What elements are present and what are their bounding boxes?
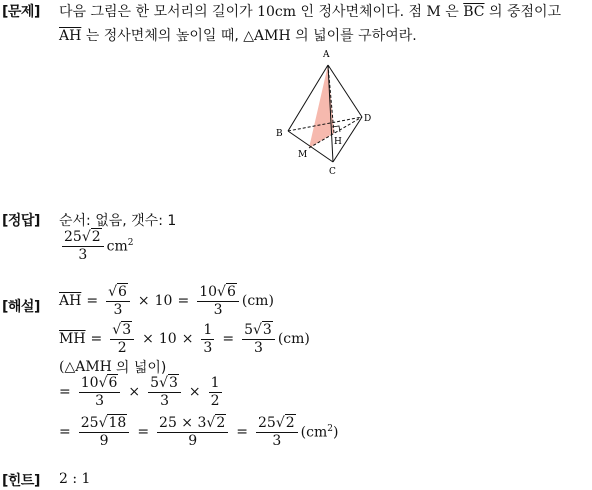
- problem-text: 다음 그림은 한 모서리의 길이가: [59, 4, 253, 20]
- solution-line-2: [59, 323, 310, 355]
- solution-line-1: [59, 285, 274, 317]
- answer-label: [정답]: [2, 213, 40, 229]
- times: ×: [137, 293, 150, 310]
- open-paren: (: [59, 359, 65, 375]
- edge-length: 10cm: [257, 4, 297, 20]
- frac: $\frac{√3}{2}$: [110, 323, 134, 355]
- frac: $\frac{5√3}{3}$: [242, 323, 275, 355]
- problem-line-2: [59, 25, 417, 45]
- frac: [209, 376, 222, 408]
- vertex-d-label: D: [364, 114, 372, 124]
- solution-line-5: [59, 416, 338, 448]
- problem-text: 인 정사면체이다. 점: [300, 4, 423, 20]
- unit: (cm): [241, 293, 274, 310]
- den: 3: [95, 392, 105, 409]
- unit: cm: [106, 238, 128, 255]
- den: 3: [213, 301, 223, 318]
- den: 9: [99, 432, 109, 449]
- edge-ad: [328, 65, 362, 117]
- unit-close: ): [332, 424, 339, 441]
- frac: $\frac{10√6}{3}$: [79, 376, 121, 408]
- frac: $\frac{25 \times 3√2}{9}$: [157, 416, 228, 448]
- triangle-amh: △AMH: [243, 28, 291, 44]
- frac: $\frac{√6}{3}$: [106, 285, 130, 317]
- num-root: 2: [91, 229, 101, 245]
- root: 3: [168, 375, 178, 391]
- coef: 10: [80, 375, 99, 391]
- den: 3: [160, 392, 169, 409]
- equals: =: [90, 331, 103, 348]
- answer-unit: [107, 238, 134, 255]
- problem-text: 은: [445, 4, 459, 20]
- coef: 25: [80, 415, 99, 431]
- segment-bc: $\overline{BC}$: [463, 4, 485, 20]
- den: 3: [78, 246, 88, 263]
- equals: =: [59, 384, 71, 401]
- den: 2: [117, 339, 127, 356]
- equals: =: [222, 331, 235, 348]
- solution-label: [해설]: [2, 299, 40, 315]
- den: 3: [113, 301, 123, 318]
- triangle: △AMH: [64, 359, 112, 375]
- problem-line-1: [59, 1, 561, 21]
- frac: $\frac{10√6}{3}$: [197, 285, 239, 317]
- unit: (cm): [277, 331, 310, 348]
- lhs: $\overline{AH}$: [59, 293, 82, 310]
- frac: [201, 323, 214, 355]
- num-coef: 25: [64, 229, 82, 245]
- point-m: M: [426, 4, 441, 20]
- root: 6: [226, 284, 236, 300]
- coef: 5: [244, 322, 253, 338]
- root: 6: [117, 284, 127, 300]
- root: 6: [108, 375, 118, 391]
- unit-exp: 2: [327, 423, 333, 434]
- den: 2: [210, 392, 220, 409]
- num: 1: [210, 375, 220, 391]
- vertex-c-label: C: [329, 167, 336, 176]
- coef: 25: [257, 415, 276, 431]
- ten: 10: [154, 293, 173, 310]
- problem-text: 의 넓이를 구하여라.: [295, 28, 417, 44]
- hint-text: 2 : 1: [59, 471, 91, 487]
- root: 18: [108, 415, 127, 431]
- vertex-b-label: B: [276, 129, 283, 139]
- den: 3: [254, 339, 263, 356]
- problem-text: 의 중점이고: [488, 4, 562, 20]
- equals: =: [86, 293, 99, 310]
- times: ×: [181, 331, 194, 348]
- solution-line-4: [59, 376, 225, 408]
- equals: =: [137, 424, 150, 441]
- vertex-a-label: A: [323, 50, 330, 60]
- times: ×: [142, 331, 154, 348]
- unit-exp: 2: [127, 237, 134, 248]
- root: 2: [216, 415, 226, 431]
- hint-label: [힌트]: [2, 473, 40, 489]
- unit-open: (cm: [300, 424, 328, 441]
- num: 25 × 3: [159, 415, 207, 431]
- root: 2: [285, 415, 295, 431]
- point-h-label: H: [334, 137, 342, 147]
- times: ×: [128, 384, 141, 401]
- ten: 10: [158, 331, 177, 348]
- answer-value: [59, 230, 134, 262]
- den: 9: [188, 432, 198, 449]
- coef: 5: [150, 375, 160, 391]
- equals: =: [236, 424, 248, 441]
- lhs: $\overline{MH}$: [59, 331, 86, 348]
- den: 3: [203, 339, 213, 356]
- point-m-label: M: [298, 150, 308, 160]
- unit: [301, 424, 339, 441]
- frac: $\frac{25√18}{9}$: [79, 416, 130, 448]
- problem-text: 는 정사면체의 높이일 때,: [85, 28, 239, 44]
- equals: =: [177, 293, 190, 310]
- frac: $\frac{5√3}{3}$: [148, 376, 181, 408]
- root: 3: [122, 322, 132, 338]
- tetrahedron-figure: [272, 44, 382, 176]
- frac: $\frac{25√2}{3}$: [256, 416, 298, 448]
- equals: =: [59, 424, 71, 441]
- segment-ah: $\overline{AH}$: [59, 28, 82, 44]
- num: 1: [203, 322, 213, 338]
- problem-label: [문제]: [2, 4, 40, 20]
- answer-fraction: $\frac{25√2}{3}$: [62, 230, 104, 262]
- coef: 10: [199, 284, 218, 300]
- area-text: 의 넓이): [115, 360, 167, 376]
- root: 3: [262, 322, 272, 338]
- answer-text: 순서: 없음, 갯수: 1: [59, 213, 177, 229]
- den: 3: [272, 432, 282, 449]
- times: ×: [188, 384, 201, 401]
